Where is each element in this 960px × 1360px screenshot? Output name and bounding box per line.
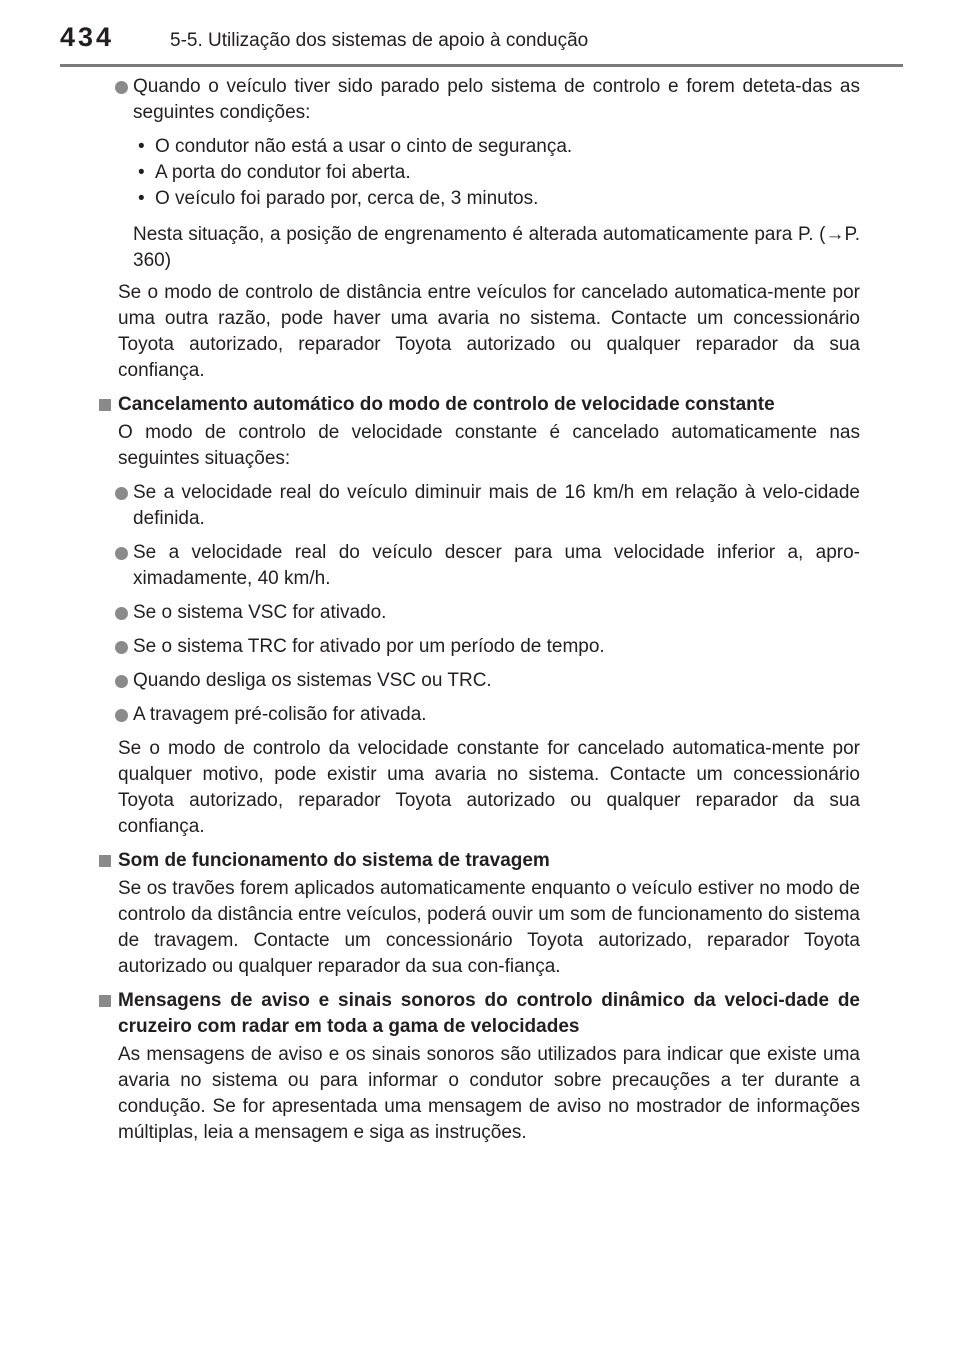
section-heading-text: Mensagens de aviso e sinais sonoros do controlo dinâmico da veloci-dade de cruzeiro com radar em toda a gama de velocidades [118,990,860,1037]
condition-item [133,134,860,160]
note-paragraph: Nesta situação, a posição de engrenamento é alterada automaticamente para P. (→P. 360) [133,224,860,271]
bullet-square-icon [99,995,111,1007]
condition-item [133,186,860,212]
list-item-text: Quando o veículo tiver sido parado pelo sistema de controlo e forem deteta-das as seguintes condições: [133,76,860,123]
bullet-square-icon [99,399,111,411]
list-item [83,540,860,592]
body-paragraph: Se o modo de controlo de distância entre veículos for cancelado automatica-mente por uma outra razão, pode haver uma avaria no sistema. Contacte um concessionário Toyota autorizado, reparador Toyota autorizado ou qualquer reparador da sua confiança. [118,282,860,381]
cancel-conditions-list [83,480,860,728]
bullet-dot-icon [115,547,128,560]
section-closing: Se o modo de controlo da velocidade constante for cancelado automatica-mente por qualquer motivo, pode existir uma avaria no sistema. Contacte um concessionário Toyota autorizado, reparador Toyota autorizado ou qualquer reparador da sua confiança. [118,738,860,837]
list-item [98,74,860,126]
bullet-dot-icon [115,675,128,688]
list-item [83,480,860,532]
section-heading-text: Som de funcionamento do sistema de travagem [118,850,550,871]
list-item [83,668,860,694]
bullet-dot-icon [115,709,128,722]
list-item [83,634,860,660]
list-item-text: Se o sistema VSC for ativado. [133,602,387,623]
bullet-icon: • [138,136,145,157]
header-rule [60,64,903,67]
condition-text: A porta do condutor foi aberta. [155,162,411,183]
page-number: 434 [60,22,115,52]
condition-text: O condutor não está a usar o cinto de segurança. [155,136,573,157]
section-intro: O modo de controlo de velocidade constante é cancelado automaticamente nas seguintes situações: [118,422,860,469]
section-heading [98,988,860,1040]
bullet-icon: • [138,188,145,209]
list-item-text: Quando desliga os sistemas VSC ou TRC. [133,670,492,691]
condition-item [133,160,860,186]
list-item-text: Se a velocidade real do veículo diminuir mais de 16 km/h em relação à velo-cidade definida. [133,482,860,529]
list-item-text: Se a velocidade real do veículo descer para uma velocidade inferior a, apro-ximadamente, 40 km/h. [133,542,860,589]
page-content [98,74,860,1154]
page-header [0,0,960,70]
section-body: Se os travões forem aplicados automaticamente enquanto o veículo estiver no modo de controlo da distância entre veículos, poderá ouvir um som de funcionamento do sistema de travagem. Contacte um concessionário Toyota autorizado, reparador Toyota autorizado ou qualquer reparador da sua con-fiança. [118,878,860,977]
section-heading [98,392,860,418]
condition-text: O veículo foi parado por, cerca de, 3 minutos. [155,188,539,209]
list-item [83,600,860,626]
list-item-text: Se o sistema TRC for ativado por um período de tempo. [133,636,605,657]
section-body: As mensagens de aviso e os sinais sonoros são utilizados para indicar que existe uma avaria no sistema ou para informar o condutor sobre precauções a ter durante a condução. Se for apresentada uma mensagem de aviso no mostrador de informações múltiplas, leia a mensagem e siga as instruções. [118,1044,860,1143]
bullet-dot-icon [115,641,128,654]
bullet-square-icon [99,855,111,867]
conditions-list [133,134,860,212]
bullet-dot-icon [115,607,128,620]
list-item-text: A travagem pré-colisão for ativada. [133,704,427,725]
list-item [83,702,860,728]
bullet-icon: • [138,162,145,183]
section-title: 5-5. Utilização dos sistemas de apoio à condução [170,30,589,51]
bullet-dot-icon [115,81,128,94]
bullet-dot-icon [115,487,128,500]
section-heading [98,848,860,874]
section-heading-text: Cancelamento automático do modo de controlo de velocidade constante [118,394,775,415]
